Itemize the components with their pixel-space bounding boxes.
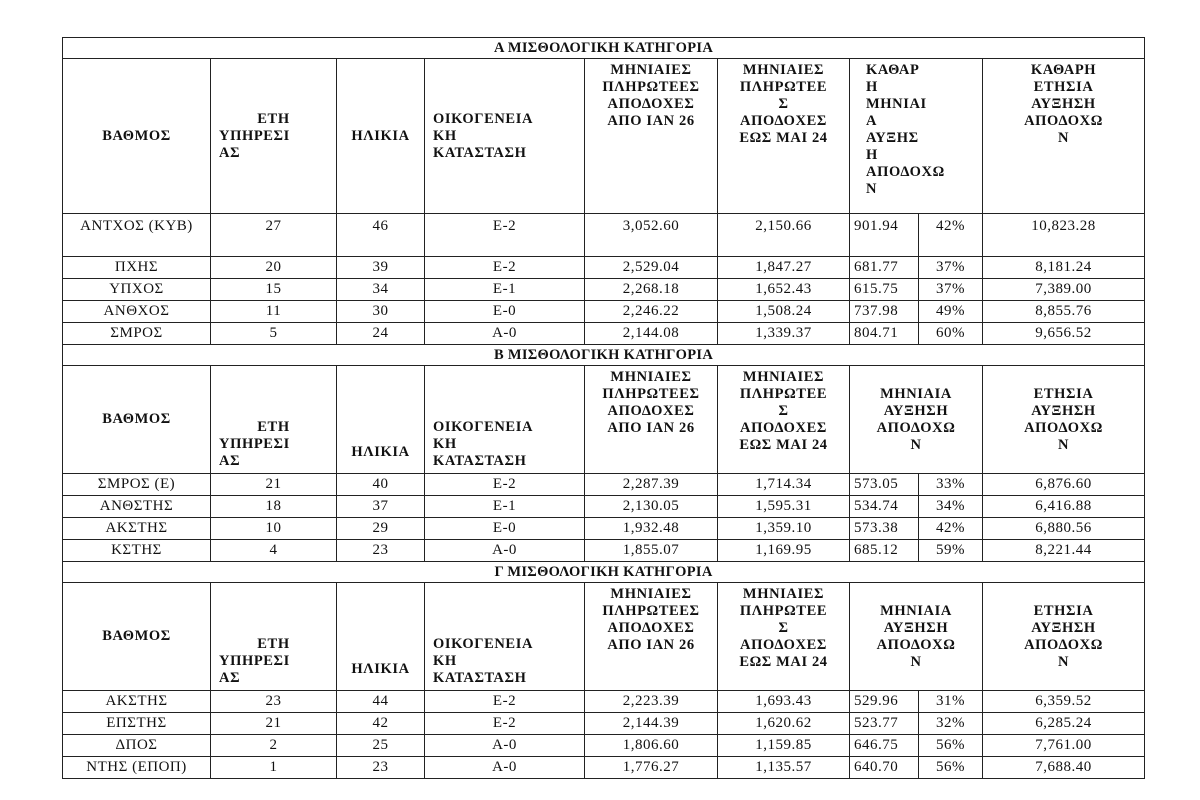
old-pay-cell: 1,620.62: [718, 713, 850, 735]
header-line: ΠΛΗΡΩΤΕΕΣ: [602, 603, 700, 619]
new-pay-cell: 2,268.18: [585, 279, 718, 301]
header-line: ΚΑΤΑΣΤΑΣΗ: [433, 453, 527, 469]
header-line: ΠΛΗΡΩΤΕΕΣ: [602, 386, 700, 402]
grade-cell: ΠΧΗΣ: [63, 257, 211, 279]
header-line: ΜΗΝΙΑΙΕΣ: [610, 586, 692, 602]
age-cell: 46: [337, 214, 425, 257]
header-row: [63, 59, 1145, 214]
new-pay-cell: 2,223.39: [585, 691, 718, 713]
header-line: ΜΗΝΙΑΙΕΣ: [742, 586, 825, 602]
increase-cell: 523.77: [850, 713, 919, 735]
header-line: ΚΑΘΑΡ: [866, 62, 920, 78]
grade-header: [63, 366, 211, 474]
percent-cell: 42%: [919, 214, 983, 257]
old-pay-cell: 1,714.34: [718, 474, 850, 496]
new-pay-header: [585, 366, 718, 474]
family-cell: Ε-0: [425, 518, 585, 540]
header-line: Σ: [778, 96, 789, 112]
header-line: ΕΤΗΣΙΑ: [1033, 602, 1094, 619]
header-line: ΕΩΣ ΜΑΙ 24: [739, 130, 828, 146]
header-line: ΠΛΗΡΩΤΕΕ: [739, 386, 828, 402]
header-line: Ν: [1058, 653, 1070, 670]
header-line: ΥΠΗΡΕΣΙ: [219, 127, 290, 144]
section-title: Β ΜΙΣΘΟΛΟΓΙΚΗ ΚΑΤΗΓΟΡΙΑ: [63, 345, 1145, 366]
new-pay-cell: 2,130.05: [585, 496, 718, 518]
header-line: ΠΛΗΡΩΤΕΕΣ: [602, 79, 700, 95]
age-cell: 29: [337, 518, 425, 540]
new-pay-cell: 2,246.22: [585, 301, 718, 323]
header-line: ΑΠΟΔΟΧΩ: [1024, 419, 1103, 436]
header-line: ΑΥΞΗΣ: [866, 130, 919, 146]
family-cell: Ε-1: [425, 279, 585, 301]
old-pay-header: [718, 366, 850, 474]
header-line: Ν: [866, 181, 878, 197]
table-row: [63, 323, 1145, 345]
header-line: Σ: [778, 403, 789, 419]
header-line: ΑΥΞΗΣΗ: [1031, 619, 1096, 636]
header-line: ΑΠΟΔΟΧΕΣ: [740, 420, 827, 436]
section-title: Α ΜΙΣΘΟΛΟΓΙΚΗ ΚΑΤΗΓΟΡΙΑ: [63, 38, 1145, 59]
header-line: ΕΤΗ: [257, 110, 290, 127]
header-line: ΕΤΗ: [257, 636, 290, 652]
increase-cell: 534.74: [850, 496, 919, 518]
old-pay-cell: 1,159.85: [718, 735, 850, 757]
header-line: ΕΤΗ: [257, 419, 290, 435]
years-cell: 2: [211, 735, 337, 757]
section-title: Γ ΜΙΣΘΟΛΟΓΙΚΗ ΚΑΤΗΓΟΡΙΑ: [63, 562, 1145, 583]
grade-cell: ΝΤΗΣ (ΕΠΟΠ): [63, 757, 211, 779]
header-line: ΑΠΟΔΟΧΩ: [1024, 636, 1103, 653]
new-pay-cell: 2,529.04: [585, 257, 718, 279]
header-line: ΟΙΚΟΓΕΝΕΙΑ: [433, 110, 534, 127]
family-cell: Ε-1: [425, 496, 585, 518]
table-row: [63, 474, 1145, 496]
years-header: [211, 583, 337, 691]
header-line: ΒΑΘΜΟΣ: [102, 411, 171, 427]
age-cell: 30: [337, 301, 425, 323]
net-annual-increase-header: [983, 59, 1145, 214]
monthly-increase-header: [850, 583, 983, 691]
age-cell: 37: [337, 496, 425, 518]
header-line: ΑΣ: [219, 453, 241, 469]
header-line: Σ: [778, 620, 789, 636]
family-cell: Ε-2: [425, 214, 585, 257]
new-pay-cell: 1,855.07: [585, 540, 718, 562]
years-cell: 10: [211, 518, 337, 540]
age-cell: 39: [337, 257, 425, 279]
salary-table: [62, 37, 1145, 779]
old-pay-cell: 1,693.43: [718, 691, 850, 713]
header-row: [63, 583, 1145, 691]
family-cell: Ε-2: [425, 257, 585, 279]
header-row: [63, 366, 1145, 474]
annual-cell: 6,416.88: [983, 496, 1145, 518]
percent-cell: 56%: [919, 735, 983, 757]
annual-cell: 8,181.24: [983, 257, 1145, 279]
grade-cell: ΑΚΣΤΗΣ: [63, 518, 211, 540]
grade-cell: ΑΝΤΧΟΣ (ΚΥΒ): [63, 214, 211, 257]
grade-cell: ΣΜΡΟΣ: [63, 323, 211, 345]
increase-cell: 681.77: [850, 257, 919, 279]
header-line: ΜΗΝΙΑΙΕΣ: [742, 62, 825, 78]
header-line: ΗΛΙΚΙΑ: [351, 444, 410, 460]
grade-cell: ΑΝΘΧΟΣ: [63, 301, 211, 323]
age-header: [337, 583, 425, 691]
table-row: [63, 279, 1145, 301]
years-cell: 27: [211, 214, 337, 257]
new-pay-cell: 1,932.48: [585, 518, 718, 540]
family-cell: Α-0: [425, 735, 585, 757]
years-cell: 23: [211, 691, 337, 713]
header-line: ΑΠΟΔΟΧΩ: [876, 636, 956, 653]
annual-cell: 8,855.76: [983, 301, 1145, 323]
header-line: ΥΠΗΡΕΣΙ: [219, 436, 290, 452]
header-line: ΜΗΝΙΑΙΑ: [880, 602, 952, 619]
header-line: ΜΗΝΙΑΙΕΣ: [610, 62, 692, 78]
header-line: ΑΥΞΗΣΗ: [1031, 96, 1096, 112]
family-cell: Ε-2: [425, 474, 585, 496]
header-line: ΚΑΤΑΣΤΑΣΗ: [433, 670, 527, 686]
annual-cell: 6,876.60: [983, 474, 1145, 496]
old-pay-cell: 1,135.57: [718, 757, 850, 779]
years-header: [211, 59, 337, 214]
annual-cell: 6,880.56: [983, 518, 1145, 540]
header-line: ΟΙΚΟΓΕΝΕΙΑ: [433, 419, 534, 435]
annual-cell: 9,656.52: [983, 323, 1145, 345]
old-pay-cell: 1,847.27: [718, 257, 850, 279]
old-pay-cell: 1,595.31: [718, 496, 850, 518]
header-line: ΑΠΟΔΟΧΩ: [866, 164, 945, 180]
old-pay-cell: 1,169.95: [718, 540, 850, 562]
annual-cell: 10,823.28: [983, 214, 1145, 257]
age-cell: 23: [337, 757, 425, 779]
header-line: ΕΤΗΣΙΑ: [1033, 385, 1094, 402]
new-pay-header: [585, 59, 718, 214]
grade-cell: ΔΠΟΣ: [63, 735, 211, 757]
percent-cell: 31%: [919, 691, 983, 713]
table-row: [63, 713, 1145, 735]
monthly-increase-header: [850, 366, 983, 474]
increase-cell: 529.96: [850, 691, 919, 713]
grade-cell: ΑΝΘΣΤΗΣ: [63, 496, 211, 518]
header-line: ΚΑΤΑΣΤΑΣΗ: [433, 144, 527, 161]
header-line: ΑΠΟΔΟΧΕΣ: [740, 637, 827, 653]
header-line: Ν: [1058, 436, 1070, 453]
header-line: Ν: [910, 653, 922, 670]
table-row: [63, 496, 1145, 518]
grade-cell: ΕΠΣΤΗΣ: [63, 713, 211, 735]
table-row: [63, 301, 1145, 323]
header-line: ΑΥΞΗΣΗ: [883, 619, 949, 636]
header-line: ΜΗΝΙΑΙΕΣ: [610, 369, 692, 385]
header-line: ΕΩΣ ΜΑΙ 24: [739, 437, 828, 453]
header-line: ΜΗΝΙΑΙ: [866, 96, 927, 112]
years-cell: 21: [211, 474, 337, 496]
increase-cell: 615.75: [850, 279, 919, 301]
old-pay-cell: 1,359.10: [718, 518, 850, 540]
increase-cell: 737.98: [850, 301, 919, 323]
annual-cell: 7,761.00: [983, 735, 1145, 757]
header-line: Η: [866, 147, 878, 163]
header-line: ΑΠΟΔΟΧΕΣ: [607, 403, 695, 419]
new-pay-cell: 1,806.60: [585, 735, 718, 757]
years-cell: 4: [211, 540, 337, 562]
grade-cell: ΑΚΣΤΗΣ: [63, 691, 211, 713]
family-cell: Α-0: [425, 540, 585, 562]
new-pay-cell: 2,287.39: [585, 474, 718, 496]
age-cell: 42: [337, 713, 425, 735]
family-cell: Ε-2: [425, 713, 585, 735]
age-cell: 40: [337, 474, 425, 496]
header-line: ΚΗ: [433, 436, 457, 452]
header-line: ΑΠΟΔΟΧΩ: [1024, 113, 1103, 129]
old-pay-header: [718, 583, 850, 691]
percent-cell: 37%: [919, 257, 983, 279]
header-line: ΗΛΙΚΙΑ: [351, 661, 410, 677]
increase-cell: 573.38: [850, 518, 919, 540]
header-line: ΑΠΟ ΙΑΝ 26: [607, 637, 695, 653]
table-row: [63, 257, 1145, 279]
new-pay-cell: 2,144.39: [585, 713, 718, 735]
years-cell: 15: [211, 279, 337, 301]
header-line: ΑΠΟΔΟΧΕΣ: [607, 96, 695, 112]
table-row: [63, 757, 1145, 779]
age-header: [337, 366, 425, 474]
percent-cell: 34%: [919, 496, 983, 518]
old-pay-cell: 2,150.66: [718, 214, 850, 257]
header-line: ΕΤΗΣΙΑ: [1033, 79, 1094, 95]
grade-header: [63, 59, 211, 214]
old-pay-cell: 1,652.43: [718, 279, 850, 301]
increase-cell: 685.12: [850, 540, 919, 562]
family-cell: Ε-0: [425, 301, 585, 323]
percent-cell: 56%: [919, 757, 983, 779]
header-line: ΚΗ: [433, 653, 457, 669]
years-cell: 1: [211, 757, 337, 779]
old-pay-cell: 1,339.37: [718, 323, 850, 345]
new-pay-header: [585, 583, 718, 691]
annual-cell: 7,688.40: [983, 757, 1145, 779]
percent-cell: 60%: [919, 323, 983, 345]
family-cell: Ε-2: [425, 691, 585, 713]
annual-cell: 8,221.44: [983, 540, 1145, 562]
percent-cell: 59%: [919, 540, 983, 562]
percent-cell: 32%: [919, 713, 983, 735]
percent-cell: 33%: [919, 474, 983, 496]
header-line: Α: [866, 113, 878, 129]
increase-cell: 901.94: [850, 214, 919, 257]
annual-cell: 6,359.52: [983, 691, 1145, 713]
age-cell: 23: [337, 540, 425, 562]
table-row: [63, 540, 1145, 562]
header-line: ΚΑΘΑΡΗ: [1030, 62, 1097, 78]
percent-cell: 49%: [919, 301, 983, 323]
increase-cell: 640.70: [850, 757, 919, 779]
annual-increase-header: [983, 366, 1145, 474]
section-title-row: [63, 562, 1145, 583]
old-pay-cell: 1,508.24: [718, 301, 850, 323]
family-header: [425, 366, 585, 474]
section-title-row: [63, 38, 1145, 59]
percent-cell: 37%: [919, 279, 983, 301]
table-row: [63, 518, 1145, 540]
header-line: Ν: [1058, 130, 1070, 146]
header-line: ΥΠΗΡΕΣΙ: [219, 653, 290, 669]
age-cell: 24: [337, 323, 425, 345]
new-pay-cell: 1,776.27: [585, 757, 718, 779]
table-row: [63, 691, 1145, 713]
header-line: ΜΗΝΙΑΙΕΣ: [742, 369, 825, 385]
years-cell: 20: [211, 257, 337, 279]
years-cell: 11: [211, 301, 337, 323]
family-header: [425, 583, 585, 691]
header-line: ΑΠΟΔΟΧΕΣ: [740, 113, 827, 129]
family-cell: Α-0: [425, 323, 585, 345]
header-line: ΗΛΙΚΙΑ: [351, 127, 410, 144]
annual-cell: 7,389.00: [983, 279, 1145, 301]
increase-cell: 646.75: [850, 735, 919, 757]
header-line: ΑΠΟ ΙΑΝ 26: [607, 420, 695, 436]
old-pay-header: [718, 59, 850, 214]
age-cell: 44: [337, 691, 425, 713]
age-cell: 34: [337, 279, 425, 301]
header-line: ΑΠΟΔΟΧΩ: [876, 419, 956, 436]
header-line: ΠΛΗΡΩΤΕΕ: [739, 603, 828, 619]
header-line: ΒΑΘΜΟΣ: [102, 127, 171, 144]
header-line: ΑΠΟ ΙΑΝ 26: [607, 113, 695, 129]
table-row: [63, 214, 1145, 257]
new-pay-cell: 3,052.60: [585, 214, 718, 257]
header-line: ΑΥΞΗΣΗ: [1031, 402, 1096, 419]
header-line: ΑΣ: [219, 670, 241, 686]
years-cell: 21: [211, 713, 337, 735]
age-cell: 25: [337, 735, 425, 757]
header-line: ΕΩΣ ΜΑΙ 24: [739, 654, 828, 670]
annual-increase-header: [983, 583, 1145, 691]
grade-cell: ΚΣΤΗΣ: [63, 540, 211, 562]
grade-cell: ΥΠΧΟΣ: [63, 279, 211, 301]
new-pay-cell: 2,144.08: [585, 323, 718, 345]
header-line: ΠΛΗΡΩΤΕΕ: [739, 79, 828, 95]
header-line: ΑΥΞΗΣΗ: [883, 402, 949, 419]
increase-cell: 804.71: [850, 323, 919, 345]
header-line: ΟΙΚΟΓΕΝΕΙΑ: [433, 636, 534, 652]
header-line: ΑΣ: [219, 144, 241, 161]
grade-cell: ΣΜΡΟΣ (Ε): [63, 474, 211, 496]
annual-cell: 6,285.24: [983, 713, 1145, 735]
header-line: ΑΠΟΔΟΧΕΣ: [607, 620, 695, 636]
header-line: ΒΑΘΜΟΣ: [102, 628, 171, 644]
family-header: [425, 59, 585, 214]
increase-cell: 573.05: [850, 474, 919, 496]
years-cell: 18: [211, 496, 337, 518]
years-header: [211, 366, 337, 474]
header-line: Η: [866, 79, 878, 95]
grade-header: [63, 583, 211, 691]
family-cell: Α-0: [425, 757, 585, 779]
header-line: ΚΗ: [433, 127, 457, 144]
table-row: [63, 735, 1145, 757]
years-cell: 5: [211, 323, 337, 345]
net-monthly-increase-header: [850, 59, 983, 214]
header-line: Ν: [910, 436, 922, 453]
age-header: [337, 59, 425, 214]
header-line: ΜΗΝΙΑΙΑ: [880, 385, 952, 402]
percent-cell: 42%: [919, 518, 983, 540]
section-title-row: [63, 345, 1145, 366]
